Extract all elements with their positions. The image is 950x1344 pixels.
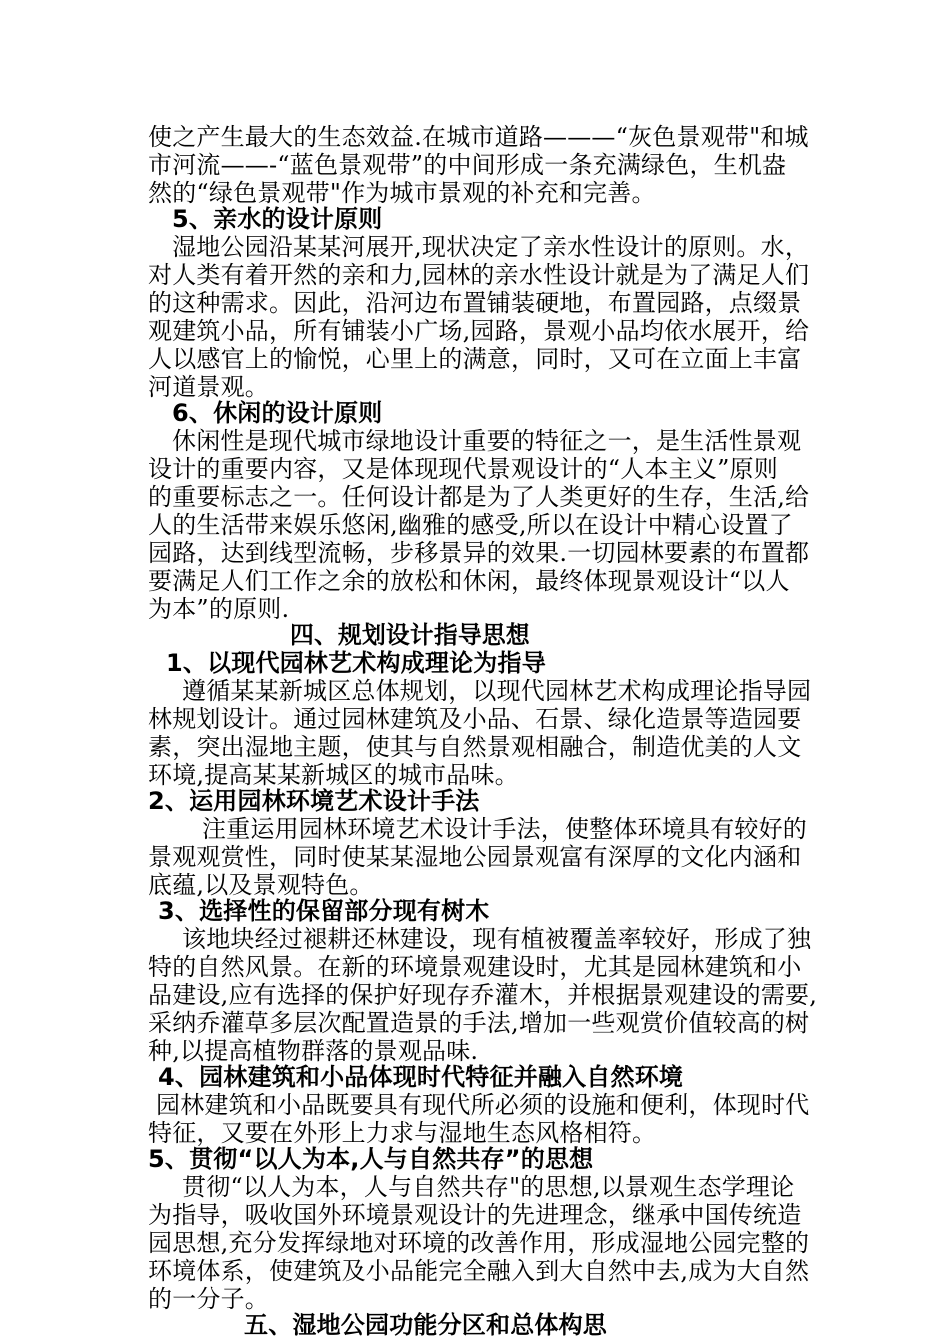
section-heading: 4、园林建筑和小品体现时代特征并融入自然环境 bbox=[158, 1063, 684, 1091]
body-text-line: 休闲性是现代城市绿地设计重要的特征之一，是生活性景观 bbox=[172, 427, 802, 455]
body-text-line: 环境体系，使建筑及小品能完全融入到大自然中去,成为大自然 bbox=[148, 1257, 810, 1285]
body-text-line: 注重运用园林环境艺术设计手法，使整体环境具有较好的 bbox=[202, 815, 807, 843]
body-text-line: 特的自然风景。在新的环境景观建设时，尤其是园林建筑和小 bbox=[148, 953, 802, 981]
section-heading: 6、休闲的设计原则 bbox=[172, 399, 383, 427]
body-text-line: 特征，又要在外形上力求与湿地生态风格相符。 bbox=[148, 1119, 657, 1147]
body-text-line: 使之产生最大的生态效益.在城市道路———“灰色景观带"和城 bbox=[148, 123, 809, 151]
section-heading: 5、亲水的设计原则 bbox=[172, 205, 383, 233]
body-text-line: 的这种需求。因此，沿河边布置铺装硬地，布置园路，点缀景 bbox=[148, 289, 802, 317]
body-text-line: 然的“绿色景观带"作为城市景观的补充和完善。 bbox=[148, 179, 656, 207]
body-text-line: 景观观赏性，同时使某某湿地公园景观富有深厚的文化内涵和 bbox=[148, 843, 802, 871]
body-text-line: 品建设,应有选择的保护好现存乔灌木，并根据景观建设的需要, bbox=[148, 981, 818, 1009]
body-text-line: 园林建筑和小品既要具有现代所必须的设施和便利，体现时代 bbox=[156, 1091, 810, 1119]
body-text-line: 要满足人们工作之余的放松和休闲，最终体现景观设计“以人 bbox=[148, 567, 790, 595]
body-text-line: 环境,提高某某新城区的城市品味。 bbox=[148, 761, 519, 789]
body-text-line: 种,以提高植物群落的景观品味. bbox=[148, 1037, 479, 1065]
body-text-line: 河道景观。 bbox=[148, 373, 269, 401]
body-text-line: 园思想,充分发挥绿地对环境的改善作用，形成湿地公园完整的 bbox=[148, 1229, 810, 1257]
body-text-line: 人以感官上的愉悦，心里上的满意，同时，又可在立面上丰富 bbox=[148, 345, 802, 373]
section-heading: 5、贯彻“以人为本,人与自然共存”的思想 bbox=[148, 1145, 594, 1173]
body-text-line: 素，突出湿地主题，使其与自然景观相融合，制造优美的人文 bbox=[148, 733, 802, 761]
body-text-line: 湿地公园沿某某河展开,现状决定了亲水性设计的原则。水， bbox=[172, 233, 810, 261]
chapter-heading: 五、湿地公园功能分区和总体构思 bbox=[244, 1311, 607, 1339]
body-text-line: 采纳乔灌草多层次配置造景的手法,增加一些观赏价值较高的树 bbox=[148, 1009, 810, 1037]
body-text-line: 对人类有着开然的亲和力,园林的亲水性设计就是为了满足人们 bbox=[148, 261, 810, 289]
body-text-line: 的重要标志之一。任何设计都是为了人类更好的生存，生活,给 bbox=[148, 483, 810, 511]
body-text-line: 为指导，吸收国外环境景观设计的先进理念，继承中国传统造 bbox=[148, 1201, 802, 1229]
body-text-line: 设计的重要内容，又是体现现代景观设计的“人本主义”原则 bbox=[148, 455, 778, 483]
section-heading: 2、运用园林环境艺术设计手法 bbox=[148, 787, 480, 815]
body-text-line: 市河流——-“蓝色景观带”的中间形成一条充满绿色，生机盎 bbox=[148, 151, 787, 179]
body-text-line: 贯彻“以人为本，人与自然共存"的思想,以景观生态学理论 bbox=[182, 1173, 795, 1201]
body-text-line: 观建筑小品，所有铺装小广场,园路，景观小品均依水展开，给 bbox=[148, 317, 810, 345]
body-text-line: 底蕴,以及景观特色。 bbox=[148, 871, 374, 899]
body-text-line: 遵循某某新城区总体规划，以现代园林艺术构成理论指导园 bbox=[182, 677, 812, 705]
chapter-heading: 四、规划设计指导思想 bbox=[290, 621, 530, 649]
body-text-line: 园路，达到线型流畅，步移景异的效果.一切园林要素的布置都 bbox=[148, 539, 810, 567]
body-text-line: 人的生活带来娱乐悠闲,幽雅的感受,所以在设计中精心设置了 bbox=[148, 511, 793, 539]
body-text-line: 该地块经过褪耕还林建设，现有植被覆盖率较好，形成了独 bbox=[182, 925, 812, 953]
body-text-line: 林规划设计。通过园林建筑及小品、石景、绿化造景等造园要 bbox=[148, 705, 802, 733]
section-heading: 1、以现代园林艺术构成理论为指导 bbox=[166, 649, 546, 677]
body-text-line: 的一分子。 bbox=[148, 1285, 269, 1313]
section-heading: 3、选择性的保留部分现有树木 bbox=[158, 897, 490, 925]
body-text-line: 为本”的原则. bbox=[148, 595, 290, 623]
